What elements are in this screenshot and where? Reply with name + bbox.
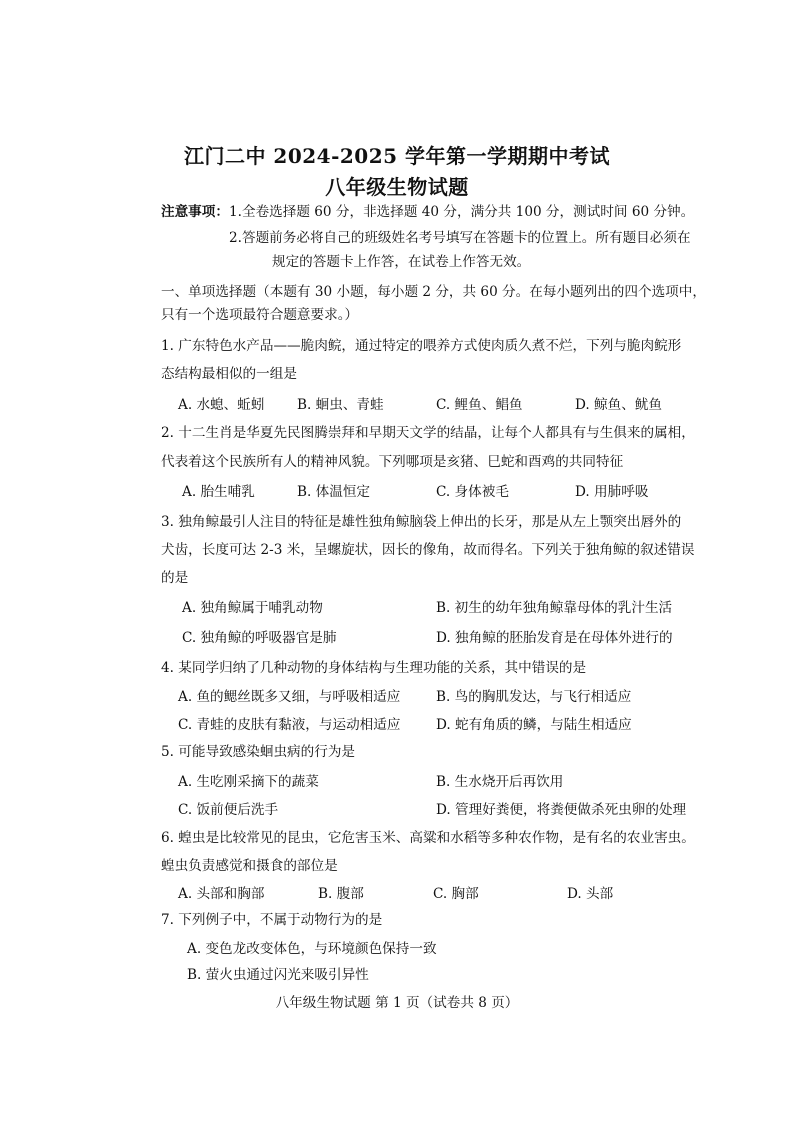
- question-5-option-a: A. 生吃刚采摘下的蔬菜: [178, 774, 319, 790]
- question-6-line-1: 6. 蝗虫是比较常见的昆虫，它危害玉米、高粱和水稻等多种农作物，是有名的农业害虫。: [161, 830, 695, 846]
- question-6-option-b: B. 腹部: [318, 886, 364, 902]
- question-7-line-1: 7. 下列例子中，不属于动物行为的是: [161, 912, 383, 928]
- question-4-line-1: 4. 某同学归纳了几种动物的身体结构与生理功能的关系，其中错误的是: [161, 660, 587, 676]
- question-6-option-c: C. 胸部: [433, 886, 479, 902]
- question-1-option-c: C. 鲤鱼、鲳鱼: [436, 397, 523, 413]
- question-2-option-d: D. 用肺呼吸: [575, 484, 649, 500]
- notice-item-1: 1.全卷选择题 60 分，非选择题 40 分，满分共 100 分，测试时间 60 分钟。: [229, 204, 695, 220]
- question-7-option-a: A. 变色龙改变体色，与环境颜色保持一致: [187, 941, 437, 957]
- question-3-option-c: C. 独角鲸的呼吸器官是肺: [182, 630, 337, 646]
- question-2-option-c: C. 身体被毛: [436, 484, 509, 500]
- question-3-option-a: A. 独角鲸属于哺乳动物: [182, 600, 323, 616]
- question-3-option-d: D. 独角鲸的胚胎发育是在母体外进行的: [436, 630, 673, 646]
- question-4-option-c: C. 青蛙的皮肤有黏液，与运动相适应: [178, 717, 401, 733]
- notice-item-2-line-2: 规定的答题卡上作答，在试卷上作答无效。: [272, 254, 531, 270]
- question-1-option-b: B. 蛔虫、青蛙: [297, 397, 384, 413]
- question-5-option-c: C. 饭前便后洗手: [178, 802, 279, 818]
- notice-item-2-line-1: 2.答题前务必将自己的班级姓名考号填写在答题卡的位置上。所有题目必须在: [229, 230, 691, 246]
- question-7-option-b: B. 萤火虫通过闪光来吸引异性: [187, 967, 369, 983]
- question-6-line-2: 蝗虫负责感觉和摄食的部位是: [161, 858, 338, 874]
- question-3-line-1: 3. 独角鲸最引人注目的特征是雄性独角鲸脑袋上伸出的长牙，那是从左上颚突出唇外的: [161, 514, 682, 530]
- question-4-option-a: A. 鱼的鳃丝既多又细，与呼吸相适应: [178, 689, 401, 705]
- question-2-option-a: A. 胎生哺乳: [182, 484, 255, 500]
- question-5-option-d: D. 管理好粪便，将粪便做杀死虫卵的处理: [436, 802, 687, 818]
- question-1-line-1: 1. 广东特色水产品——脆肉鲩，通过特定的喂养方式使肉质久煮不烂，下列与脆肉鲩形: [161, 338, 682, 354]
- question-6-option-a: A. 头部和胸部: [178, 886, 265, 902]
- notice-label: 注意事项：: [161, 204, 229, 220]
- question-3-option-b: B. 初生的幼年独角鲸靠母体的乳汁生活: [436, 600, 673, 616]
- question-1-option-a: A. 水螅、蚯蚓: [178, 397, 265, 413]
- question-3-line-3: 的是: [161, 570, 189, 586]
- section-heading-line-2: 只有一个选项最符合题意要求。）: [161, 307, 359, 323]
- question-4-option-d: D. 蛇有角质的鳞，与陆生相适应: [436, 717, 632, 733]
- page-footer: 八年级生物试题 第 1 页（试卷共 8 页）: [275, 995, 519, 1011]
- exam-subtitle: 八年级生物试题: [325, 175, 469, 199]
- exam-title: 江门二中 2024-2025 学年第一学期期中考试: [183, 144, 611, 168]
- question-4-option-b: B. 鸟的胸肌发达，与飞行相适应: [436, 689, 632, 705]
- question-2-option-b: B. 体温恒定: [297, 484, 371, 500]
- question-5-line-1: 5. 可能导致感染蛔虫病的行为是: [161, 744, 356, 760]
- section-heading-line-1: 一、单项选择题（本题有 30 小题，每小题 2 分，共 60 分。在每小题列出的四个选项中，: [161, 284, 706, 300]
- question-5-option-b: B. 生水烧开后再饮用: [436, 774, 564, 790]
- question-6-option-d: D. 头部: [567, 886, 614, 902]
- question-1-line-2: 态结构最相似的一组是: [161, 366, 297, 382]
- question-1-option-d: D. 鲸鱼、鱿鱼: [575, 397, 663, 413]
- question-3-line-2: 犬齿，长度可达 2-3 米，呈螺旋状，因长的像角，故而得名。下列关于独角鲸的叙述错误: [161, 542, 695, 558]
- question-2-line-2: 代表着这个民族所有人的精神风貌。下列哪项是亥猪、巳蛇和酉鸡的共同特征: [161, 454, 624, 470]
- question-2-line-1: 2. 十二生肖是华夏先民图腾崇拜和早期天文学的结晶，让每个人都具有与生俱来的属相，: [161, 425, 695, 441]
